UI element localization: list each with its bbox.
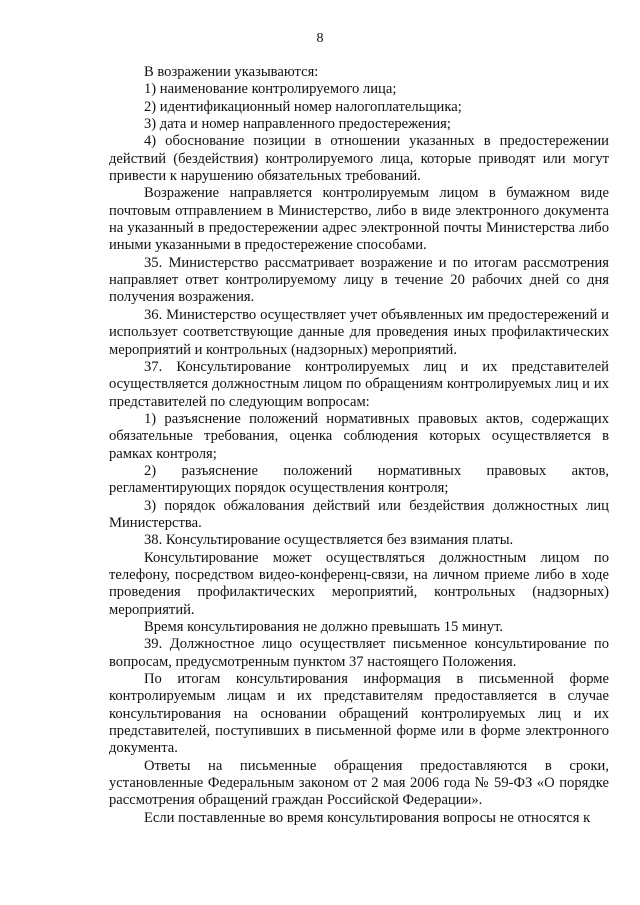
paragraph: Если поставленные во время консультирования вопросы не относятся к [144,809,591,826]
page-number: 8 [316,31,324,46]
paragraph: 35. Министерство рассматривает возражение и по итогам рассмотрения направляет ответ контролируемому лицу в течение 20 рабочих дней со дня получения возражения. [109,254,609,306]
paragraph: 2) разъяснение положений нормативных правовых актов, регламентирующих порядок осуществления контроля; [109,462,609,497]
paragraph: Возражение направляется контролируемым лицом в бумажном виде почтовым отправлением в Министерство, либо в виде электронного документа на указанный в предостережении адрес электронной почты Министерства либо иными указанными в предостережение способами. [109,185,609,254]
paragraph: 39. Должностное лицо осуществляет письменное консультирование по вопросам, предусмотренным пунктом 37 настоящего Положения. [109,636,609,670]
paragraph: Консультирование может осуществляться должностным лицом по телефону, посредством видео-конференц-связи, на личном приеме либо в ходе проведения профилактических мероприятий, контрольных (надзорных) мероприятий. [109,549,609,618]
paragraph: 37. Консультирование контролируемых лиц и их представителей осуществляется должностным лицом по обращениям контролируемых лиц и их представителей по следующим вопросам: [109,358,609,410]
document-body [109,64,609,827]
paragraph: Время консультирования не должно превышать 15 минут. [144,619,504,635]
paragraph: По итогам консультирования информация в письменной форме контролируемым лицам и их представителям предоставляется в случае консультирования на основании обращений контролируемых лиц и их представителей, поступивших в письменной форме или в форме электронного документа. [109,671,609,757]
paragraph: В возражении указываются: [144,64,319,80]
paragraph: 38. Консультирование осуществляется без взимания платы. [144,532,514,549]
paragraph: 2) идентификационный номер налогоплательщика; [144,98,462,115]
paragraph: 1) разъяснение положений нормативных правовых актов, содержащих обязательные требования, оценка соблюдения которых осуществляется в рамках контроля; [109,410,609,462]
paragraph: 4) обоснование позиции в отношении указанных в предостережении действий (бездействия) контролируемого лица, которые приводят или могут привести к нарушению обязательных требований. [109,133,609,185]
paragraph: 1) наименование контролируемого лица; [144,81,397,98]
paragraph: 36. Министерство осуществляет учет объявленных им предостережений и использует соответствующие данные для проведения иных профилактических мероприятий и контрольных (надзорных) мероприятий. [109,306,609,358]
paragraph: 3) дата и номер направленного предостережения; [144,116,451,133]
paragraph: Ответы на письменные обращения предоставляются в сроки, установленные Федеральным законом от 2 мая 2006 года № 59-ФЗ «О порядке рассмотрения обращений граждан Российской Федерации». [109,757,609,809]
paragraph: 3) порядок обжалования действий или бездействия должностных лиц Министерства. [109,497,609,531]
